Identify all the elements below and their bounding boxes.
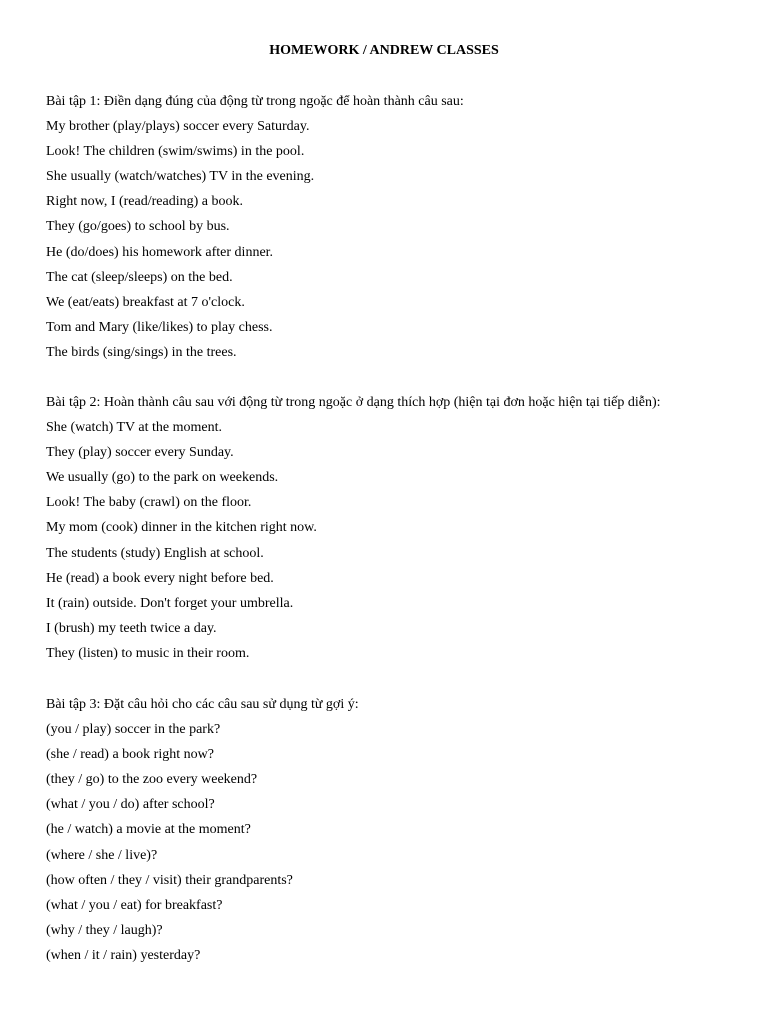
exercise-item: (what / you / do) after school? xyxy=(46,797,215,813)
exercise-item: (what / you / eat) for breakfast? xyxy=(46,897,223,913)
exercise-item: They (go/goes) to school by bus. xyxy=(46,219,230,235)
exercise-item: (when / it / rain) yesterday? xyxy=(46,947,201,963)
exercise-item: Look! The children (swim/swims) in the pool. xyxy=(46,144,305,160)
exercise-item: It (rain) outside. Don't forget your umbrella. xyxy=(46,595,294,611)
exercise-item: They (play) soccer every Sunday. xyxy=(46,445,234,461)
exercise-item: (where / she / live)? xyxy=(46,847,158,863)
exercise-2 xyxy=(46,390,746,666)
exercise-item: He (read) a book every night before bed. xyxy=(46,570,274,586)
exercise-1 xyxy=(46,89,746,365)
exercise-item: My brother (play/plays) soccer every Saturday. xyxy=(46,119,310,135)
exercise-item: The birds (sing/sings) in the trees. xyxy=(46,344,237,360)
exercise-heading: Bài tập 2: Hoàn thành câu sau với động từ trong ngoặc ở dạng thích hợp (hiện tại đơn hoặc hiện tại tiếp diễn): xyxy=(46,395,661,410)
exercise-item: The students (study) English at school. xyxy=(46,545,264,561)
exercise-item: He (do/does) his homework after dinner. xyxy=(46,244,274,260)
exercise-item: (you / play) soccer in the park? xyxy=(46,722,221,738)
exercise-heading: Bài tập 1: Điền dạng đúng của động từ trong ngoặc để hoàn thành câu sau: xyxy=(46,94,464,109)
exercise-item: (she / read) a book right now? xyxy=(46,747,214,763)
exercise-item: (how often / they / visit) their grandparents? xyxy=(46,872,293,888)
exercise-item: She usually (watch/watches) TV in the evening. xyxy=(46,169,315,185)
exercise-item: They (listen) to music in their room. xyxy=(46,645,250,661)
exercise-item: My mom (cook) dinner in the kitchen right now. xyxy=(46,520,317,536)
exercise-item: I (brush) my teeth twice a day. xyxy=(46,620,217,636)
exercise-item: She (watch) TV at the moment. xyxy=(46,420,222,436)
exercise-item: (they / go) to the zoo every weekend? xyxy=(46,772,258,788)
exercise-heading: Bài tập 3: Đặt câu hỏi cho các câu sau sử dụng từ gợi ý: xyxy=(46,697,359,712)
document-title: HOMEWORK / ANDREW CLASSES xyxy=(269,43,499,58)
exercise-item: Tom and Mary (like/likes) to play chess. xyxy=(46,319,273,335)
exercise-3 xyxy=(46,692,746,968)
exercise-item: (why / they / laugh)? xyxy=(46,922,163,938)
exercise-item: The cat (sleep/sleeps) on the bed. xyxy=(46,269,233,285)
exercise-item: (he / watch) a movie at the moment? xyxy=(46,822,251,838)
exercise-item: We (eat/eats) breakfast at 7 o'clock. xyxy=(46,294,245,310)
exercise-item: We usually (go) to the park on weekends. xyxy=(46,470,279,486)
exercise-item: Right now, I (read/reading) a book. xyxy=(46,194,243,210)
exercise-item: Look! The baby (crawl) on the floor. xyxy=(46,495,252,511)
